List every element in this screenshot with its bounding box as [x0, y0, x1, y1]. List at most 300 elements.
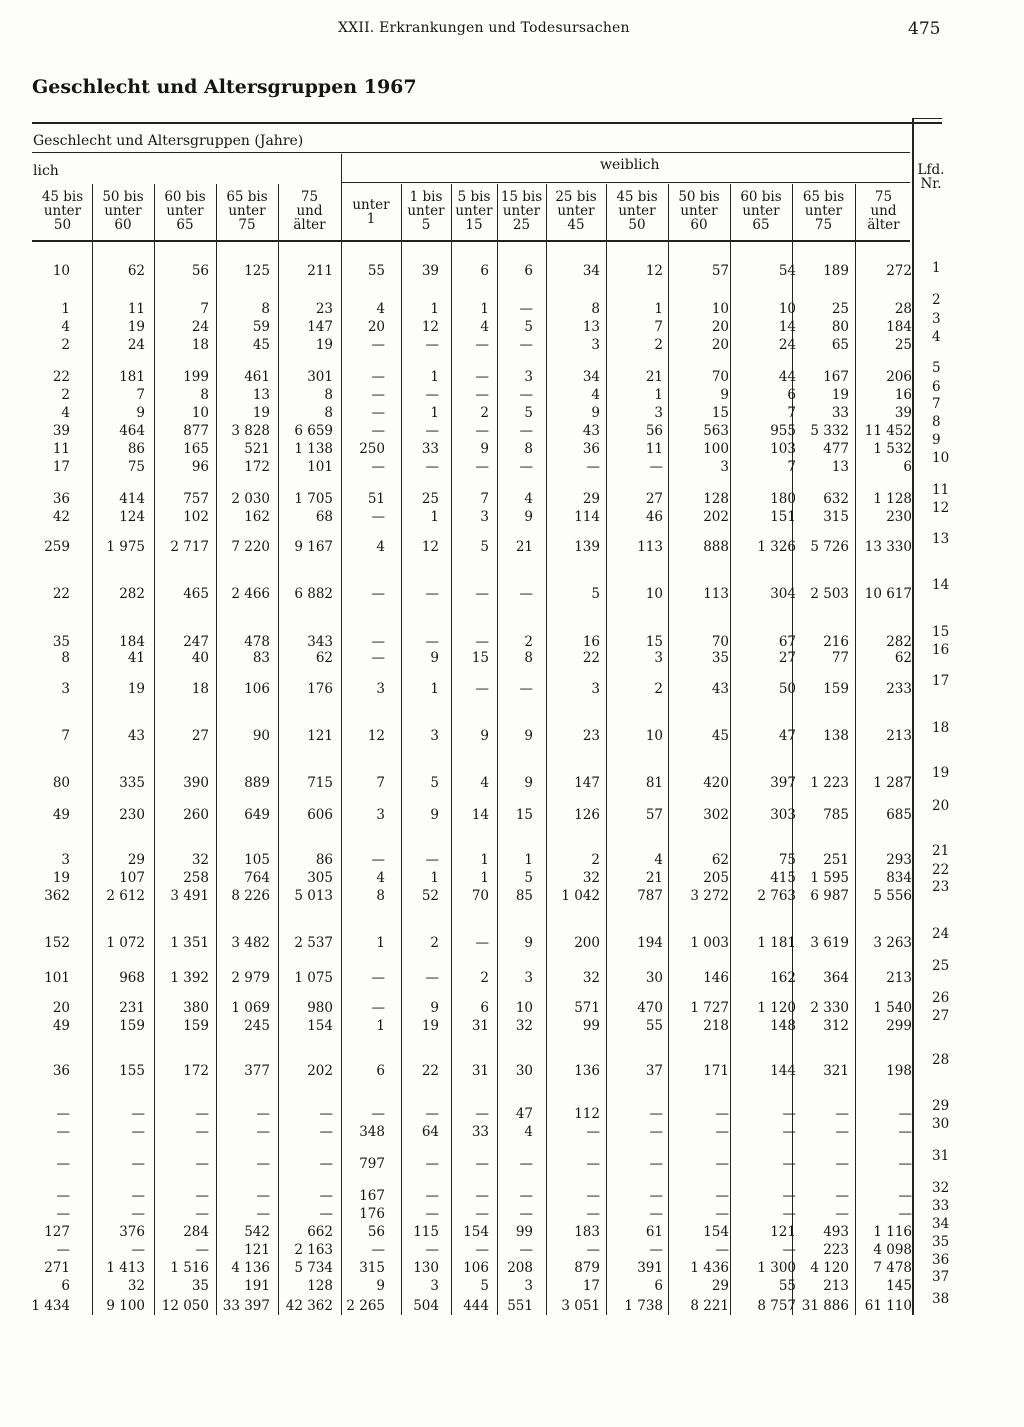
table-cell: 980: [307, 1000, 333, 1016]
table-cell: —: [475, 634, 489, 650]
table-cell: 13 330: [864, 539, 912, 555]
table-cell: 7: [787, 405, 796, 421]
female-column-header: 60 bis unter 65: [740, 189, 782, 233]
male-column-header: 75 und älter: [293, 189, 326, 233]
table-cell: 461: [244, 369, 270, 385]
row-number: 22: [932, 862, 950, 878]
table-cell: 31: [471, 1063, 489, 1079]
row-number: 35: [932, 1234, 950, 1250]
table-cell: 19: [127, 681, 145, 697]
table-cell: 167: [823, 369, 849, 385]
row-number: 27: [932, 1008, 950, 1024]
row-number: 20: [932, 798, 950, 814]
table-cell: —: [425, 634, 439, 650]
female-column-header: 45 bis unter 50: [616, 189, 658, 233]
table-cell: 302: [703, 807, 729, 823]
table-cell: 59: [252, 319, 270, 335]
table-cell: —: [425, 970, 439, 986]
table-cell: 61: [645, 1224, 663, 1240]
table-cell: 5: [480, 1278, 489, 1294]
table-cell: 148: [770, 1018, 796, 1034]
table-cell: —: [475, 1242, 489, 1258]
table-cell: 7: [654, 319, 663, 335]
table-cell: —: [586, 1156, 600, 1172]
table-cell: 34: [582, 369, 600, 385]
table-cell: 6: [787, 387, 796, 403]
table-rule-horizontal: [32, 152, 910, 153]
table-cell: 251: [823, 852, 849, 868]
table-cell: 1 181: [757, 935, 796, 951]
table-cell: 3 619: [810, 935, 849, 951]
table-cell: 10: [52, 263, 70, 279]
table-cell: —: [319, 1106, 333, 1122]
table-cell: 632: [823, 491, 849, 507]
table-cell: —: [195, 1188, 209, 1204]
table-cell: 28: [894, 301, 912, 317]
table-cell: 22: [52, 586, 70, 602]
table-cell: 35: [52, 634, 70, 650]
table-cell: 136: [574, 1063, 600, 1079]
table-cell: 2: [591, 852, 600, 868]
table-cell: 100: [703, 441, 729, 457]
table-cell: 70: [471, 888, 489, 904]
table-cell: 1: [480, 870, 489, 886]
table-cell: 2 163: [294, 1242, 333, 1258]
table-cell: 7: [376, 775, 385, 791]
table-cell: —: [56, 1124, 70, 1140]
row-number: 36: [932, 1252, 950, 1268]
table-cell: —: [649, 1206, 663, 1222]
table-cell: —: [649, 459, 663, 475]
table-cell: 4: [376, 870, 385, 886]
table-cell: —: [195, 1242, 209, 1258]
running-head: XXII. Erkrankungen und Todesursachen: [338, 20, 630, 36]
table-cell: 10 617: [864, 586, 912, 602]
table-cell: 200: [574, 935, 600, 951]
table-cell: 19: [52, 870, 70, 886]
table-cell: 444: [463, 1298, 489, 1314]
table-cell: 23: [315, 301, 333, 317]
table-cell: 3: [654, 405, 663, 421]
table-cell: 1 075: [294, 970, 333, 986]
table-cell: 2 717: [170, 539, 209, 555]
table-cell: 43: [711, 681, 729, 697]
table-cell: —: [195, 1156, 209, 1172]
table-cell: 1 116: [873, 1224, 912, 1240]
table-cell: 6: [480, 263, 489, 279]
table-cell: 1: [430, 681, 439, 697]
row-number: 15: [932, 624, 950, 640]
table-cell: —: [475, 337, 489, 353]
table-rule-vertical: [278, 184, 279, 1315]
table-cell: 155: [119, 1063, 145, 1079]
table-cell: —: [425, 1206, 439, 1222]
table-cell: —: [715, 1188, 729, 1204]
table-cell: 27: [645, 491, 663, 507]
table-cell: 1 128: [873, 491, 912, 507]
table-cell: 39: [52, 423, 70, 439]
table-cell: 8: [61, 650, 70, 666]
table-cell: 147: [307, 319, 333, 335]
table-cell: 2: [524, 634, 533, 650]
table-cell: 3: [524, 970, 533, 986]
table-cell: 282: [886, 634, 912, 650]
table-cell: 231: [119, 1000, 145, 1016]
table-cell: —: [371, 459, 385, 475]
table-cell: 191: [244, 1278, 270, 1294]
table-cell: 125: [244, 263, 270, 279]
table-cell: —: [425, 1188, 439, 1204]
table-cell: 9: [524, 509, 533, 525]
table-cell: 40: [191, 650, 209, 666]
table-cell: 159: [823, 681, 849, 697]
row-number: 8: [932, 414, 941, 430]
table-cell: 184: [886, 319, 912, 335]
table-cell: —: [371, 650, 385, 666]
table-cell: 35: [191, 1278, 209, 1294]
table-cell: —: [475, 1156, 489, 1172]
table-cell: —: [649, 1156, 663, 1172]
table-cell: 478: [244, 634, 270, 650]
table-cell: 377: [244, 1063, 270, 1079]
table-cell: 284: [183, 1224, 209, 1240]
table-cell: —: [195, 1206, 209, 1222]
table-cell: 24: [778, 337, 796, 353]
row-number: 13: [932, 531, 950, 547]
table-cell: 32: [515, 1018, 533, 1034]
table-cell: 29: [127, 852, 145, 868]
table-cell: 96: [191, 459, 209, 475]
table-cell: 10: [778, 301, 796, 317]
table-cell: —: [371, 1242, 385, 1258]
table-cell: 5 013: [294, 888, 333, 904]
table-cell: 171: [703, 1063, 729, 1079]
table-cell: —: [195, 1106, 209, 1122]
table-cell: —: [131, 1106, 145, 1122]
table-cell: 154: [463, 1224, 489, 1240]
table-rule-vertical: [912, 118, 914, 1315]
table-cell: 2 265: [346, 1298, 385, 1314]
table-cell: 32: [582, 970, 600, 986]
row-number: 28: [932, 1052, 950, 1068]
table-cell: —: [519, 681, 533, 697]
table-rule-vertical: [730, 184, 731, 1315]
table-cell: 49: [52, 807, 70, 823]
table-cell: 397: [770, 775, 796, 791]
row-number: 23: [932, 879, 950, 895]
table-cell: 9: [720, 387, 729, 403]
row-number: 1: [932, 260, 941, 276]
table-cell: 23: [582, 728, 600, 744]
table-cell: 165: [183, 441, 209, 457]
table-cell: 1 540: [873, 1000, 912, 1016]
table-cell: 1 436: [690, 1260, 729, 1276]
table-cell: 113: [703, 586, 729, 602]
table-cell: 1 392: [170, 970, 209, 986]
table-cell: 3 491: [170, 888, 209, 904]
female-column-header: 15 bis unter 25: [500, 189, 543, 233]
table-cell: 13: [252, 387, 270, 403]
table-cell: 46: [645, 509, 663, 525]
table-cell: 205: [703, 870, 729, 886]
table-cell: —: [649, 1188, 663, 1204]
table-cell: 206: [886, 369, 912, 385]
table-rule-vertical: [497, 184, 498, 1315]
table-cell: 103: [770, 441, 796, 457]
table-cell: —: [782, 1106, 796, 1122]
table-cell: 7 220: [231, 539, 270, 555]
table-cell: 33 397: [222, 1298, 270, 1314]
row-number: 26: [932, 990, 950, 1006]
table-cell: 199: [183, 369, 209, 385]
table-cell: 159: [183, 1018, 209, 1034]
table-cell: 8 221: [690, 1298, 729, 1314]
table-cell: —: [835, 1206, 849, 1222]
table-cell: 10: [515, 1000, 533, 1016]
table-cell: —: [371, 1106, 385, 1122]
table-cell: 7: [480, 491, 489, 507]
table-cell: 888: [703, 539, 729, 555]
table-cell: 6: [61, 1278, 70, 1294]
table-cell: 113: [637, 539, 663, 555]
table-cell: 3: [591, 681, 600, 697]
table-cell: 8 226: [231, 888, 270, 904]
table-cell: —: [371, 1000, 385, 1016]
table-cell: 10: [191, 405, 209, 421]
table-cell: 3 263: [873, 935, 912, 951]
table-cell: 1 326: [757, 539, 796, 555]
table-cell: 2: [480, 970, 489, 986]
table-cell: 504: [413, 1298, 439, 1314]
table-cell: —: [519, 1188, 533, 1204]
table-rule-vertical: [668, 184, 669, 1315]
row-number: 31: [932, 1148, 950, 1164]
female-column-header: 25 bis unter 45: [555, 189, 597, 233]
table-cell: 5: [430, 775, 439, 791]
table-cell: 31: [471, 1018, 489, 1034]
table-cell: —: [425, 1106, 439, 1122]
table-rule-horizontal: [32, 240, 910, 242]
table-cell: 2: [430, 935, 439, 951]
table-cell: 17: [582, 1278, 600, 1294]
table-cell: —: [475, 1188, 489, 1204]
table-cell: 3: [61, 852, 70, 868]
table-cell: 233: [886, 681, 912, 697]
table-cell: 85: [515, 888, 533, 904]
table-cell: 348: [359, 1124, 385, 1140]
table-rule-horizontal: [912, 118, 942, 119]
table-cell: 32: [127, 1278, 145, 1294]
table-cell: 2 030: [231, 491, 270, 507]
table-cell: 130: [413, 1260, 439, 1276]
table-cell: —: [898, 1124, 912, 1140]
table-cell: 213: [886, 970, 912, 986]
row-number: 33: [932, 1198, 950, 1214]
table-cell: —: [256, 1156, 270, 1172]
table-cell: 33: [831, 405, 849, 421]
table-cell: 47: [778, 728, 796, 744]
table-cell: 202: [703, 509, 729, 525]
table-cell: 1: [430, 405, 439, 421]
table-cell: —: [425, 459, 439, 475]
table-cell: 5: [524, 870, 533, 886]
table-cell: 55: [645, 1018, 663, 1034]
female-column-header: 50 bis unter 60: [678, 189, 720, 233]
table-cell: —: [195, 1124, 209, 1140]
table-cell: 14: [471, 807, 489, 823]
table-cell: 390: [183, 775, 209, 791]
table-cell: 11: [127, 301, 145, 317]
table-cell: 12: [421, 539, 439, 555]
row-number: 38: [932, 1291, 950, 1307]
table-cell: 208: [507, 1260, 533, 1276]
table-cell: 54: [778, 263, 796, 279]
table-cell: 33: [421, 441, 439, 457]
table-cell: 147: [574, 775, 600, 791]
table-cell: 75: [778, 852, 796, 868]
table-cell: 2: [61, 387, 70, 403]
table-cell: 4: [61, 405, 70, 421]
table-cell: —: [319, 1156, 333, 1172]
table-cell: 11: [645, 441, 663, 457]
table-cell: 551: [507, 1298, 533, 1314]
table-cell: 64: [421, 1124, 439, 1140]
table-cell: —: [256, 1106, 270, 1122]
table-rule-vertical: [401, 184, 402, 1315]
table-cell: 121: [244, 1242, 270, 1258]
table-cell: 56: [191, 263, 209, 279]
table-cell: 51: [367, 491, 385, 507]
table-cell: —: [319, 1124, 333, 1140]
table-cell: 32: [191, 852, 209, 868]
table-cell: 25: [421, 491, 439, 507]
table-cell: —: [475, 369, 489, 385]
table-cell: 86: [127, 441, 145, 457]
table-cell: 62: [711, 852, 729, 868]
male-column-header: 60 bis unter 65: [164, 189, 206, 233]
table-cell: 152: [44, 935, 70, 951]
page-title: Geschlecht und Altersgruppen 1967: [32, 76, 417, 98]
table-cell: 9: [524, 728, 533, 744]
page-number: 475: [908, 19, 941, 39]
table-cell: 606: [307, 807, 333, 823]
table-cell: 55: [367, 263, 385, 279]
table-cell: —: [782, 1242, 796, 1258]
table-cell: 34: [582, 263, 600, 279]
table-cell: 9: [376, 1278, 385, 1294]
table-cell: 1: [376, 1018, 385, 1034]
row-number: 11: [932, 482, 950, 498]
table-cell: 8: [376, 888, 385, 904]
table-cell: —: [371, 387, 385, 403]
table-cell: 764: [244, 870, 270, 886]
table-cell: 247: [183, 634, 209, 650]
table-rule-horizontal: [341, 182, 910, 183]
table-cell: —: [715, 1242, 729, 1258]
table-cell: 99: [515, 1224, 533, 1240]
table-cell: —: [56, 1242, 70, 1258]
table-cell: —: [131, 1188, 145, 1204]
table-cell: 5 734: [294, 1260, 333, 1276]
table-cell: —: [475, 681, 489, 697]
table-cell: 115: [413, 1224, 439, 1240]
female-column-header: 1 bis unter 5: [407, 189, 445, 233]
table-cell: 3: [524, 1278, 533, 1294]
table-rule-vertical: [216, 184, 217, 1315]
table-cell: 31 886: [801, 1298, 849, 1314]
table-cell: 216: [823, 634, 849, 650]
table-cell: 223: [823, 1242, 849, 1258]
table-cell: 9: [591, 405, 600, 421]
table-cell: 20: [711, 319, 729, 335]
table-cell: —: [371, 586, 385, 602]
table-cell: 3: [430, 1278, 439, 1294]
table-cell: 1 532: [873, 441, 912, 457]
table-cell: 2: [654, 337, 663, 353]
table-cell: 27: [778, 650, 796, 666]
table-cell: 9: [524, 935, 533, 951]
table-cell: 138: [823, 728, 849, 744]
table-cell: 1 223: [810, 775, 849, 791]
table-cell: 10: [645, 728, 663, 744]
table-cell: 1: [430, 301, 439, 317]
table-cell: 139: [574, 539, 600, 555]
table-cell: 10: [645, 586, 663, 602]
table-cell: 15: [471, 650, 489, 666]
table-cell: —: [425, 1156, 439, 1172]
table-cell: —: [519, 301, 533, 317]
table-cell: 9: [524, 775, 533, 791]
table-cell: 1: [480, 301, 489, 317]
table-cell: 1 138: [294, 441, 333, 457]
table-cell: 18: [191, 337, 209, 353]
table-cell: 35: [711, 650, 729, 666]
table-cell: 879: [574, 1260, 600, 1276]
table-rule-vertical: [451, 184, 452, 1315]
table-cell: 715: [307, 775, 333, 791]
table-cell: 18: [191, 681, 209, 697]
table-cell: —: [715, 1124, 729, 1140]
table-cell: 37: [645, 1063, 663, 1079]
table-cell: 1 351: [170, 935, 209, 951]
table-cell: 420: [703, 775, 729, 791]
table-cell: 20: [367, 319, 385, 335]
table-cell: 189: [823, 263, 849, 279]
female-column-header: unter 1: [352, 197, 390, 227]
table-cell: 159: [119, 1018, 145, 1034]
table-cell: —: [519, 1156, 533, 1172]
table-cell: 121: [770, 1224, 796, 1240]
row-number: 37: [932, 1269, 950, 1285]
table-cell: 3: [654, 650, 663, 666]
table-cell: —: [371, 970, 385, 986]
table-rule-vertical: [92, 184, 93, 1315]
table-cell: 5: [480, 539, 489, 555]
table-cell: 25: [831, 301, 849, 317]
table-cell: 8: [261, 301, 270, 317]
table-cell: 293: [886, 852, 912, 868]
table-cell: 55: [778, 1278, 796, 1294]
table-cell: 114: [574, 509, 600, 525]
table-cell: 41: [127, 650, 145, 666]
table-cell: 181: [119, 369, 145, 385]
table-cell: —: [56, 1206, 70, 1222]
table-cell: —: [898, 1156, 912, 1172]
table-cell: —: [519, 1206, 533, 1222]
table-cell: 124: [119, 509, 145, 525]
table-cell: 16: [894, 387, 912, 403]
table-cell: 42 362: [285, 1298, 333, 1314]
